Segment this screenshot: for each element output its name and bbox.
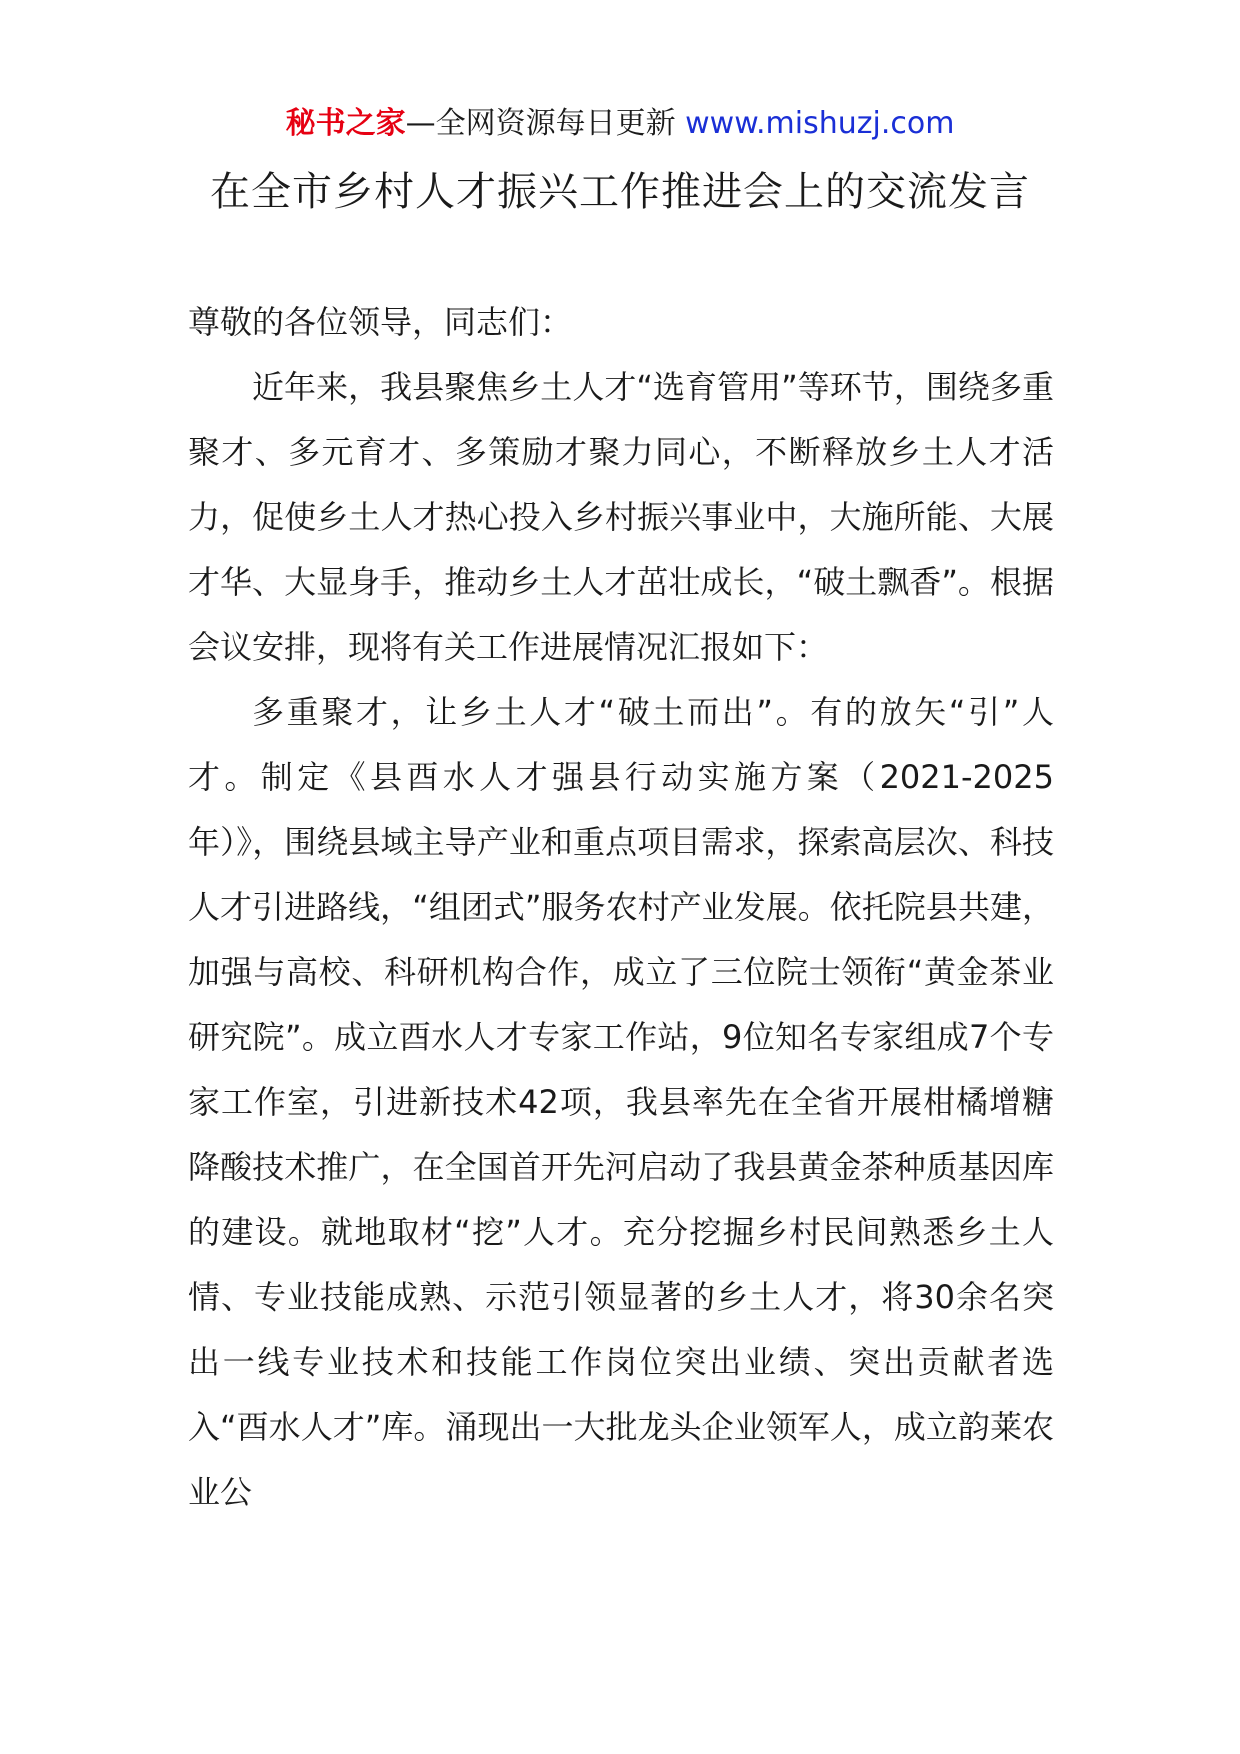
- site-banner: [0, 102, 1240, 146]
- paragraph-talent-gathering: 多重聚才，让乡土人才“破土而出”。有的放矢“引”人才。制定《县酉水人才强县行动实施方案（2021-2025年）》，围绕县域主导产业和重点项目需求，探索高层次、科技人才引进路线，“组团式”服务农村产业发展。依托院县共建，加强与高校、科研机构合作，成立了三位院士领衔“黄金茶业研究院”。成立酉水人才专家工作站，9位知名专家组成7个专家工作室，引进新技术42项，我县率先在全省开展柑橘增糖降酸技术推广，在全国首开先河启动了我县黄金茶种质基因库的建设。就地取材“挖”人才。充分挖掘乡村民间熟悉乡土人情、专业技能成熟、示范引领显著的乡土人才，将30余名突出一线专业技术和技能工作岗位突出业绩、突出贡献者选入“酉水人才”库。涌现出一大批龙头企业领军人，成立韵莱农业公: [188, 693, 1054, 1511]
- paragraph-intro: 近年来，我县聚焦乡土人才“选育管用”等环节，围绕多重聚才、多元育才、多策励才聚力同心，不断释放乡土人才活力，促使乡土人才热心投入乡村振兴事业中，大施所能、大展才华、大显身手，推动乡土人才茁壮成长，“破土飘香”。根据会议安排，现将有关工作进展情况汇报如下：: [188, 368, 1054, 666]
- brand-name: 秘书之家: [285, 106, 406, 141]
- salutation: 尊敬的各位领导，同志们：: [188, 303, 573, 341]
- banner-tagline: —全网资源每日更新: [405, 106, 676, 141]
- site-url-link[interactable]: www.mishuzj.com: [685, 106, 955, 141]
- document-title: 在全市乡村人才振兴工作推进会上的交流发言: [210, 169, 1030, 215]
- document-body: [188, 290, 1054, 1525]
